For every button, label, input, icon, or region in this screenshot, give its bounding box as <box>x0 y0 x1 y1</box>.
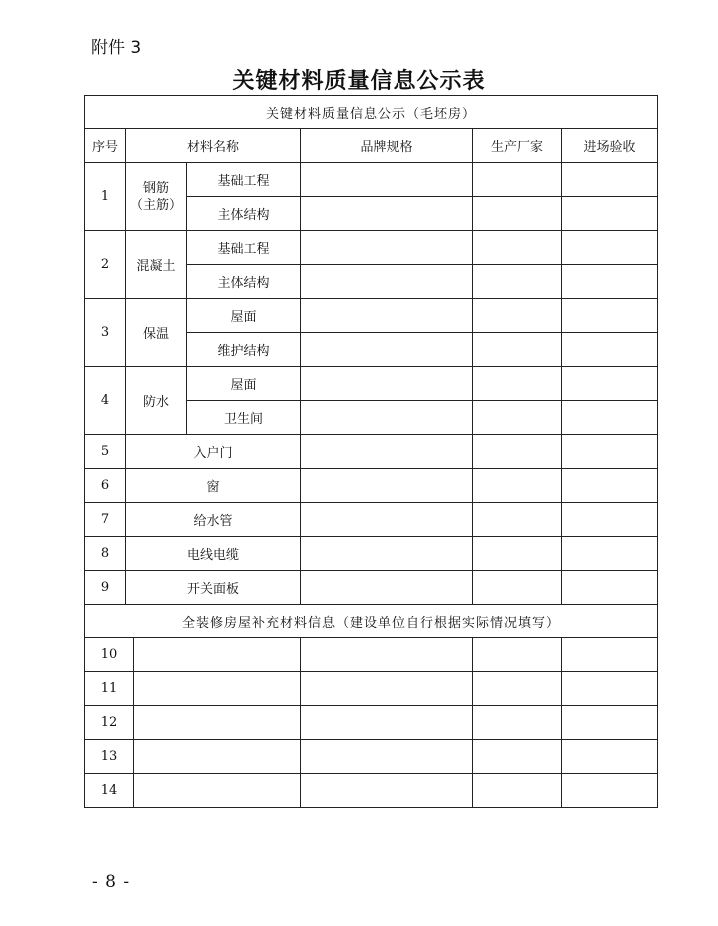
inspect-cell[interactable] <box>562 231 658 265</box>
maker-cell[interactable] <box>473 638 562 672</box>
row-number: 8 <box>85 537 126 571</box>
maker-cell[interactable] <box>473 706 562 740</box>
table-row <box>85 706 658 740</box>
header-material: 材料名称 <box>126 129 301 163</box>
table-row <box>85 672 658 706</box>
supplement-banner: 全装修房屋补充材料信息（建设单位自行根据实际情况填写） <box>85 605 658 638</box>
row-number: 6 <box>85 469 126 503</box>
inspect-cell[interactable] <box>562 571 658 605</box>
maker-cell[interactable] <box>473 571 562 605</box>
table-row <box>85 163 658 197</box>
brand-cell[interactable] <box>301 435 473 469</box>
sub-item: 基础工程 <box>187 163 301 197</box>
material-name-cell[interactable] <box>134 740 301 774</box>
maker-cell[interactable] <box>473 469 562 503</box>
row-number: 7 <box>85 503 126 537</box>
inspect-cell[interactable] <box>562 265 658 299</box>
row-number: 5 <box>85 435 126 469</box>
material-info-table <box>84 95 658 808</box>
inspect-cell[interactable] <box>562 401 658 435</box>
material-name-cell[interactable] <box>134 638 301 672</box>
material-name: 电线电缆 <box>126 537 301 571</box>
maker-cell[interactable] <box>473 503 562 537</box>
inspect-cell[interactable] <box>562 163 658 197</box>
header-brand: 品牌规格 <box>301 129 473 163</box>
brand-cell[interactable] <box>301 163 473 197</box>
inspect-cell[interactable] <box>562 197 658 231</box>
material-name-cell[interactable] <box>134 774 301 808</box>
material-name-cell <box>126 163 187 231</box>
material-name: 给水管 <box>126 503 301 537</box>
header-maker: 生产厂家 <box>473 129 562 163</box>
brand-cell[interactable] <box>301 672 473 706</box>
brand-cell[interactable] <box>301 638 473 672</box>
page-number: - 8 - <box>92 872 131 892</box>
inspect-cell[interactable] <box>562 774 658 808</box>
maker-cell[interactable] <box>473 367 562 401</box>
brand-cell[interactable] <box>301 503 473 537</box>
inspect-cell[interactable] <box>562 706 658 740</box>
sub-item: 主体结构 <box>187 265 301 299</box>
maker-cell[interactable] <box>473 231 562 265</box>
maker-cell[interactable] <box>473 774 562 808</box>
material-name: 窗 <box>126 469 301 503</box>
brand-cell[interactable] <box>301 571 473 605</box>
table-row <box>85 231 658 265</box>
maker-cell[interactable] <box>473 401 562 435</box>
table-banner: 关键材料质量信息公示（毛坯房） <box>85 96 658 129</box>
inspect-cell[interactable] <box>562 469 658 503</box>
table-row <box>85 299 658 333</box>
table-row <box>85 469 658 503</box>
material-name: 开关面板 <box>126 571 301 605</box>
sub-item: 屋面 <box>187 299 301 333</box>
table-row <box>85 503 658 537</box>
maker-cell[interactable] <box>473 537 562 571</box>
brand-cell[interactable] <box>301 469 473 503</box>
table-row <box>85 638 658 672</box>
material-name: 保温 <box>126 299 187 367</box>
sub-item: 维护结构 <box>187 333 301 367</box>
material-name: 混凝土 <box>126 231 187 299</box>
attachment-label: 附件 3 <box>91 38 142 58</box>
table-row <box>85 740 658 774</box>
inspect-cell[interactable] <box>562 672 658 706</box>
maker-cell[interactable] <box>473 672 562 706</box>
inspect-cell[interactable] <box>562 333 658 367</box>
table-row <box>85 367 658 401</box>
row-number: 4 <box>85 367 126 435</box>
brand-cell[interactable] <box>301 265 473 299</box>
brand-cell[interactable] <box>301 231 473 265</box>
brand-cell[interactable] <box>301 333 473 367</box>
sub-item: 主体结构 <box>187 197 301 231</box>
maker-cell[interactable] <box>473 333 562 367</box>
inspect-cell[interactable] <box>562 367 658 401</box>
row-number: 1 <box>85 163 126 231</box>
maker-cell[interactable] <box>473 197 562 231</box>
row-number: 11 <box>85 672 134 706</box>
row-number: 10 <box>85 638 134 672</box>
maker-cell[interactable] <box>473 435 562 469</box>
material-name-cell[interactable] <box>134 672 301 706</box>
row-number: 14 <box>85 774 134 808</box>
material-name-note: （主筋） <box>129 197 182 213</box>
inspect-cell[interactable] <box>562 537 658 571</box>
inspect-cell[interactable] <box>562 299 658 333</box>
brand-cell[interactable] <box>301 537 473 571</box>
table-header-row <box>85 129 658 163</box>
material-name: 钢筋 <box>142 180 169 196</box>
brand-cell[interactable] <box>301 774 473 808</box>
page-title: 关键材料质量信息公示表 <box>232 68 486 94</box>
header-seq: 序号 <box>85 129 126 163</box>
inspect-cell[interactable] <box>562 638 658 672</box>
material-name: 防水 <box>126 367 187 435</box>
brand-cell[interactable] <box>301 740 473 774</box>
maker-cell[interactable] <box>473 265 562 299</box>
brand-cell[interactable] <box>301 197 473 231</box>
sub-item: 屋面 <box>187 367 301 401</box>
brand-cell[interactable] <box>301 706 473 740</box>
row-number: 13 <box>85 740 134 774</box>
brand-cell[interactable] <box>301 367 473 401</box>
table-row <box>85 571 658 605</box>
brand-cell[interactable] <box>301 401 473 435</box>
maker-cell[interactable] <box>473 163 562 197</box>
inspect-cell[interactable] <box>562 503 658 537</box>
material-name: 入户门 <box>126 435 301 469</box>
table-row <box>85 774 658 808</box>
row-number: 12 <box>85 706 134 740</box>
row-number: 9 <box>85 571 126 605</box>
brand-cell[interactable] <box>301 299 473 333</box>
material-name-cell[interactable] <box>134 706 301 740</box>
sub-item: 卫生间 <box>187 401 301 435</box>
table-row <box>85 537 658 571</box>
maker-cell[interactable] <box>473 740 562 774</box>
table-row <box>85 435 658 469</box>
sub-item: 基础工程 <box>187 231 301 265</box>
maker-cell[interactable] <box>473 299 562 333</box>
header-inspect: 进场验收 <box>562 129 658 163</box>
row-number: 2 <box>85 231 126 299</box>
row-number: 3 <box>85 299 126 367</box>
inspect-cell[interactable] <box>562 435 658 469</box>
inspect-cell[interactable] <box>562 740 658 774</box>
